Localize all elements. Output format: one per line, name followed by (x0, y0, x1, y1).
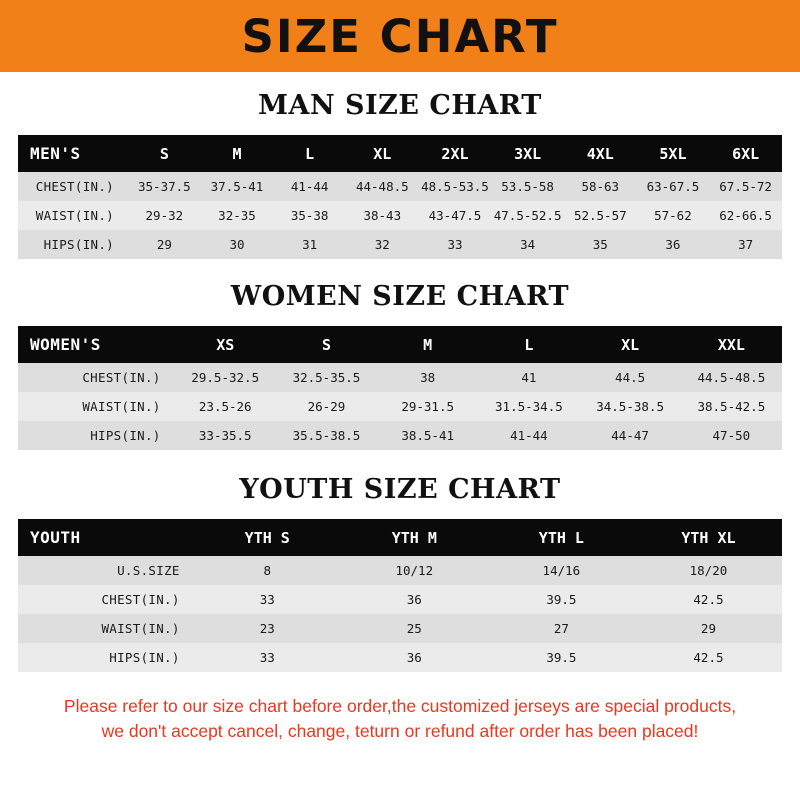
men-chest-xl: 44-48.5 (355, 179, 409, 194)
youth-hips-l: 39.5 (546, 650, 577, 665)
youth-waist-m: 25 (406, 621, 422, 636)
men-header-size-s: S (159, 144, 169, 163)
women-header-size-l: L (524, 335, 534, 354)
women-chest-xl: 44.5 (615, 370, 646, 385)
footer-line-1: Please refer to our size chart before order,the customized jerseys are special products, (63, 696, 737, 716)
youth-waist-xl: 29 (700, 621, 716, 636)
men-hips-4xl: 35 (592, 237, 608, 252)
youth-hips-s: 33 (259, 650, 275, 665)
women-hips-l: 41-44 (510, 428, 548, 443)
women-size-table (18, 326, 782, 450)
youth-waist-l: 27 (553, 621, 569, 636)
youth-header-size-m: YTH M (391, 528, 437, 547)
women-waist-xxl: 38.5-42.5 (697, 399, 766, 414)
table-row (18, 585, 782, 614)
men-waist-2xl: 43-47.5 (428, 208, 482, 223)
footer-disclaimer (18, 694, 782, 745)
men-waist-3xl: 47.5-52.5 (493, 208, 562, 223)
women-hips-xs: 33-35.5 (198, 428, 252, 443)
women-header-size-xxl: XXL (717, 335, 745, 354)
youth-header-size-l: YTH L (538, 528, 584, 547)
men-row-label-waist: WAIST(IN.) (35, 208, 115, 223)
youth-chest-m: 36 (406, 592, 422, 607)
table-row (18, 556, 782, 585)
table-row (18, 172, 782, 201)
women-chest-xxl: 44.5-48.5 (697, 370, 766, 385)
men-chest-5xl: 63-67.5 (646, 179, 700, 194)
header-banner (0, 0, 800, 72)
men-header-label: MEN'S (30, 144, 81, 163)
men-hips-2xl: 33 (447, 237, 463, 252)
women-hips-m: 38.5-41 (401, 428, 455, 443)
men-section-title: MAN SIZE CHART (258, 90, 542, 121)
women-waist-xl: 34.5-38.5 (596, 399, 664, 414)
youth-ussize-xl: 18/20 (689, 563, 728, 578)
men-chest-4xl: 58-63 (581, 179, 620, 194)
men-waist-xl: 38-43 (363, 208, 402, 223)
youth-row-label-us-size: U.S.SIZE (117, 563, 180, 578)
women-waist-l: 31.5-34.5 (495, 399, 563, 414)
men-waist-5xl: 57-62 (654, 208, 692, 223)
youth-ussize-s: 8 (263, 563, 272, 578)
men-waist-6xl: 62-66.5 (719, 208, 772, 223)
men-row-label-chest: CHEST(IN.) (35, 179, 115, 194)
men-chest-2xl: 48.5-53.5 (421, 179, 489, 194)
youth-section-title: YOUTH SIZE CHART (239, 474, 561, 505)
women-table-header-row (18, 326, 782, 363)
table-row (18, 201, 782, 230)
men-waist-4xl: 52.5-57 (573, 208, 627, 223)
men-chest-m: 37.5-41 (210, 179, 264, 194)
youth-header-size-s: YTH S (244, 528, 290, 547)
men-chest-l: 41-44 (290, 179, 329, 194)
youth-table-header-row (18, 519, 782, 556)
table-row (18, 643, 782, 672)
youth-waist-s: 23 (259, 621, 275, 636)
women-row-label-hips: HIPS(IN.) (90, 428, 161, 443)
page-title: SIZE CHART (241, 9, 559, 63)
men-header-size-xl: XL (373, 144, 392, 163)
men-hips-5xl: 36 (665, 237, 681, 252)
women-chest-m: 38 (420, 370, 436, 385)
table-row (18, 392, 782, 421)
table-row (18, 614, 782, 643)
men-chest-3xl: 53.5-58 (501, 179, 554, 194)
youth-chest-xl: 42.5 (693, 592, 724, 607)
men-header-size-m: M (232, 144, 242, 163)
women-row-label-chest: CHEST(IN.) (82, 370, 161, 385)
footer-line-2: we don't accept cancel, change, teturn or refund after order has been placed! (101, 721, 699, 742)
youth-chest-s: 33 (259, 592, 275, 607)
men-size-table (18, 135, 782, 259)
men-hips-s: 29 (156, 237, 172, 252)
men-chest-s: 35-37.5 (138, 179, 191, 194)
women-chest-l: 41 (521, 370, 537, 385)
women-waist-s: 26-29 (307, 399, 346, 414)
men-hips-6xl: 37 (738, 237, 754, 252)
youth-ussize-l: 14/16 (542, 563, 581, 578)
women-waist-xs: 23.5-26 (198, 399, 252, 414)
men-header-size-2xl: 2XL (441, 144, 469, 163)
women-header-size-xl: XL (621, 335, 640, 354)
women-hips-xl: 44-47 (611, 428, 649, 443)
men-header-size-l: L (305, 144, 315, 163)
men-hips-l: 31 (302, 237, 318, 252)
table-row (18, 363, 782, 392)
men-hips-3xl: 34 (520, 237, 536, 252)
men-header-size-5xl: 5XL (659, 144, 687, 163)
youth-header-size-xl: YTH XL (681, 528, 736, 547)
youth-ussize-m: 10/12 (395, 563, 434, 578)
women-section-title: WOMEN SIZE CHART (230, 281, 570, 312)
youth-row-label-hips: HIPS(IN.) (109, 650, 180, 665)
table-row (18, 421, 782, 450)
women-chest-xs: 29.5-32.5 (191, 370, 260, 385)
men-header-size-4xl: 4XL (586, 144, 614, 163)
men-waist-s: 29-32 (145, 208, 184, 223)
men-hips-xl: 32 (374, 237, 390, 252)
men-header-size-6xl: 6XL (732, 144, 760, 163)
youth-size-table (18, 519, 782, 672)
men-chest-6xl: 67.5-72 (719, 179, 772, 194)
women-header-size-m: M (423, 335, 433, 354)
women-row-label-waist: WAIST(IN.) (82, 399, 161, 414)
men-waist-m: 32-35 (218, 208, 256, 223)
table-row (18, 230, 782, 259)
youth-row-label-chest: CHEST(IN.) (101, 592, 180, 607)
men-header-size-3xl: 3XL (514, 144, 542, 163)
men-row-label-hips: HIPS(IN.) (43, 237, 115, 252)
youth-header-label: YOUTH (30, 528, 81, 547)
youth-hips-m: 36 (406, 650, 422, 665)
women-chest-s: 32.5-35.5 (292, 370, 361, 385)
women-header-size-s: S (321, 335, 331, 354)
men-table-header-row (18, 135, 782, 172)
youth-hips-xl: 42.5 (693, 650, 724, 665)
youth-chest-l: 39.5 (546, 592, 577, 607)
women-waist-m: 29-31.5 (401, 399, 455, 414)
youth-row-label-waist: WAIST(IN.) (101, 621, 180, 636)
women-header-size-xs: XS (216, 335, 235, 354)
women-hips-s: 35.5-38.5 (292, 428, 361, 443)
women-header-label: WOMEN'S (30, 335, 101, 354)
content-area (0, 90, 800, 745)
men-waist-l: 35-38 (290, 208, 329, 223)
women-hips-xxl: 47-50 (712, 428, 751, 443)
men-hips-m: 30 (229, 237, 245, 252)
